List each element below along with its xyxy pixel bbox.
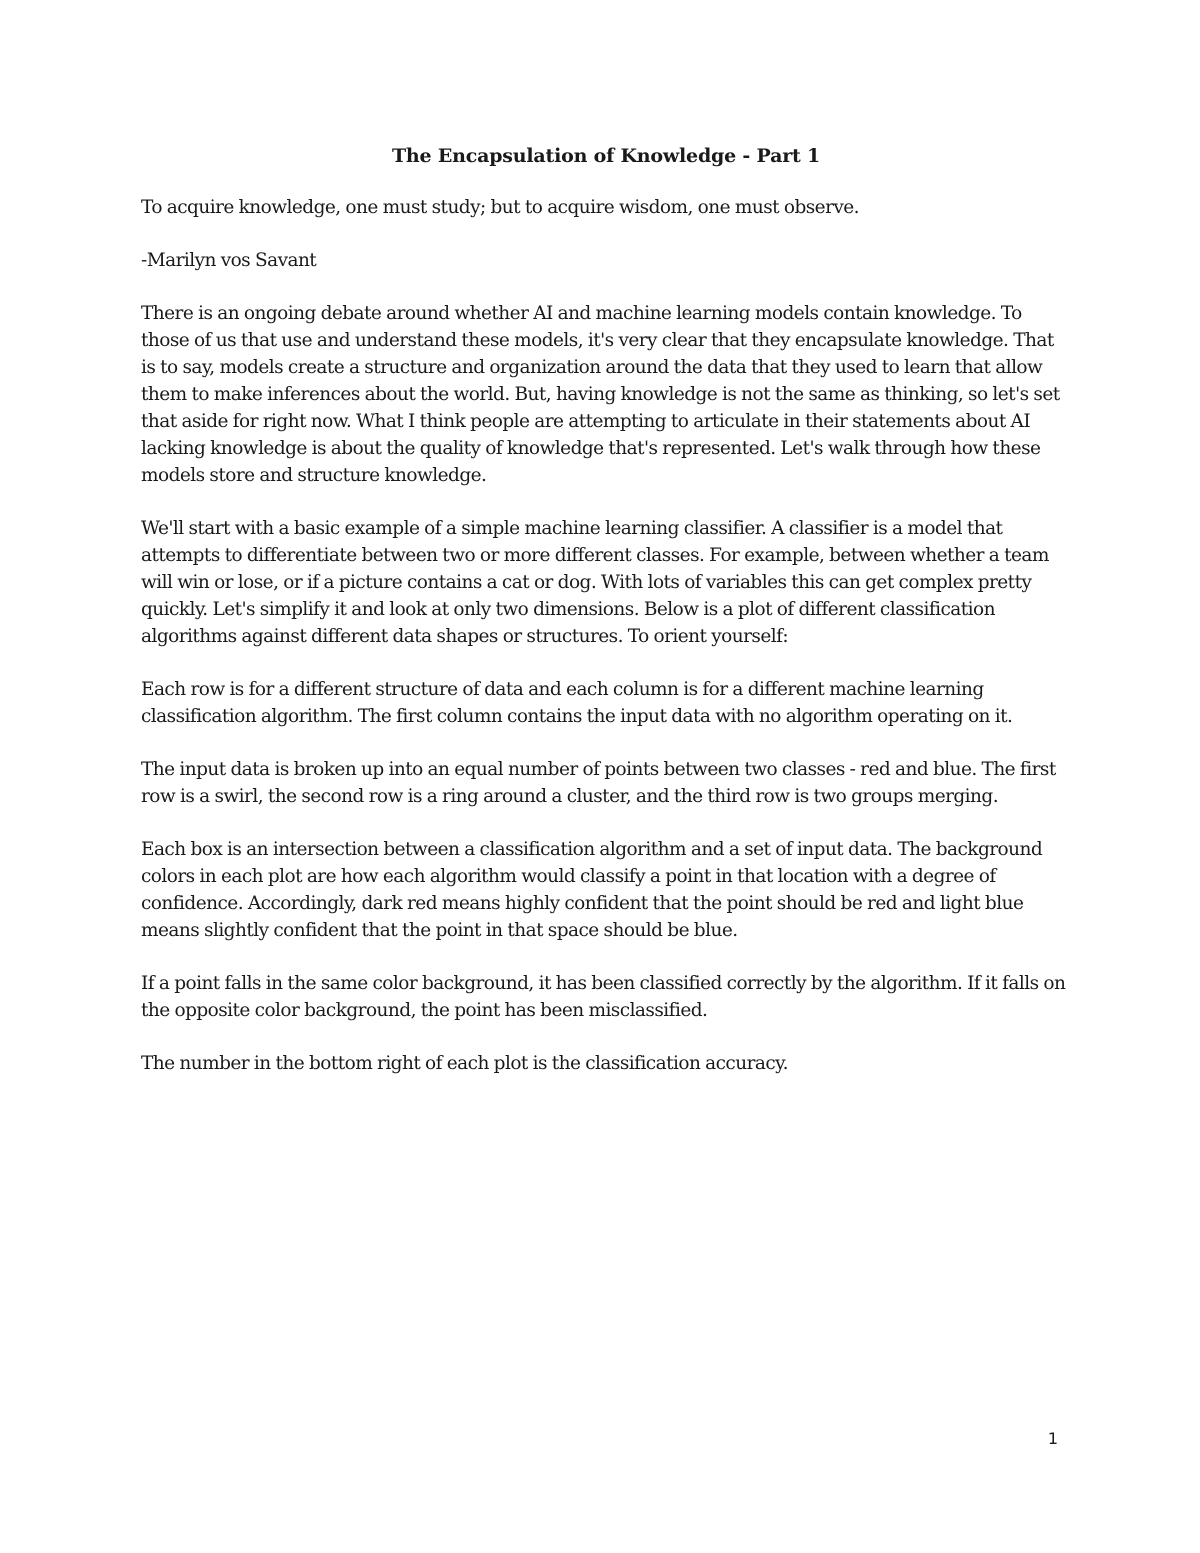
paragraph-input-data: The input data is broken up into an equal number of points between two classes - red and blue. The first row is a swirl, the second row is a ring around a cluster, and the third row is two groups merging. — [141, 759, 1056, 807]
paragraph-rows-columns: Each row is for a different structure of data and each column is for a different machine learning classification algorithm. The first column contains the input data with no algorithm operating on it. — [141, 679, 1013, 727]
paragraph-knowledge-debate: There is an ongoing debate around whether AI and machine learning models contain knowledge. To those of us that use and understand these models, it's very clear that they encapsulate knowledge. That is to say, models create a structure and organization around the data that they used to learn that allow them to make inferences about the world. But, having knowledge is not the same as thinking, so let's set that aside for right now. What I think people are attempting to articulate in their statements about AI lacking knowledge is about the quality of knowledge that's represented. Let's walk through how these models store and structure knowledge. — [141, 303, 1060, 486]
epigraph-attribution: -Marilyn vos Savant — [141, 250, 317, 271]
paragraph-misclassification: If a point falls in the same color background, it has been classified correctly by the algorithm. If it falls on the opposite color background, the point has been misclassified. — [141, 973, 1066, 1021]
page-number: 1 — [1047, 1429, 1058, 1448]
epigraph-quote: To acquire knowledge, one must study; but to acquire wisdom, one must observe. — [141, 197, 860, 218]
document-title: The Encapsulation of Knowledge - Part 1 — [391, 145, 821, 167]
paragraph-accuracy: The number in the bottom right of each plot is the classification accuracy. — [141, 1053, 788, 1074]
paragraph-background-colors: Each box is an intersection between a classification algorithm and a set of input data. The background colors in each plot are how each algorithm would classify a point in that location with a degree of confidence. Accordingly, dark red means highly confident that the point should be red and light blue means slightly confident that the point in that space should be blue. — [141, 839, 1043, 941]
paragraph-classifier-example: We'll start with a basic example of a simple machine learning classifier. A classifier is a model that attempts to differentiate between two or more different classes. For example, between whether a team will win or lose, or if a picture contains a cat or dog. With lots of variables this can get complex pretty quickly. Let's simplify it and look at only two dimensions. Below is a plot of different classification algorithms against different data shapes or structures. To orient yourself: — [141, 518, 1049, 647]
document-body — [141, 142, 1071, 1103]
